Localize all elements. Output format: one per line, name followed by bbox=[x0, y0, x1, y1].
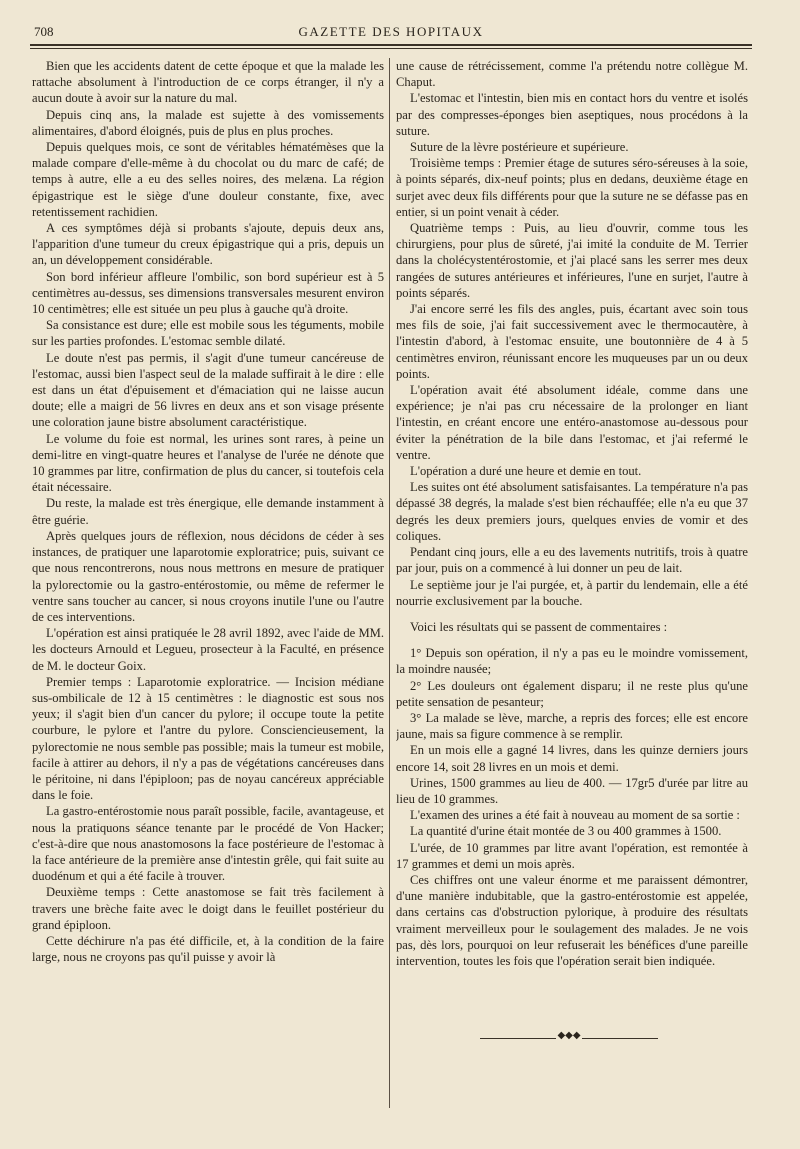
paragraph: J'ai encore serré les fils des angles, puis, écartant avec soin tous mes fils de soie, j'ai fait successivement avec le thermocautère, à l'intestin d'abord, à l'estomac ensuite, une boutonnière de 4 à 5 centimètres environ, réunissant encore les muqueuses par un ou deux points. bbox=[396, 302, 748, 381]
paragraph: Quatrième temps : Puis, au lieu d'ouvrir, comme tous les chirurgiens, pour plus de sûreté, j'ai imité la conduite de M. Terrier dans la cholécystentérostomie, et j'ai placé sans les serrer mes deux rangées de sutures antérieures et inférieures, l'une en surjet, l'autre à points séparés. bbox=[396, 221, 748, 300]
paragraph: L'opération est ainsi pratiquée le 28 avril 1892, avec l'aide de MM. les docteurs Arnould et Legueu, prosecteur à la Faculté, en présence de M. le docteur Goix. bbox=[32, 626, 384, 673]
paragraph: Les suites ont été absolument satisfaisantes. La température n'a pas dépassé 38 degrés, la malade s'est bien réchauffée; elle n'a eu que 37 degrés les deux premiers jours, quelques envies de vomir et des coliques. bbox=[396, 480, 748, 543]
paragraph: Son bord inférieur affleure l'ombilic, son bord supérieur est à 5 centimètres au-dessus, ses dimensions transversales mesurent environ 10 centimètres; elle est située un peu plus à gauche qu'à droite. bbox=[32, 269, 384, 317]
header-rule-thin bbox=[30, 48, 752, 49]
ornament-glyph: ◆◆◆ bbox=[557, 1030, 581, 1041]
paragraph: une cause de rétrécissement, comme l'a prétendu notre collègue M. Chaput. bbox=[396, 59, 748, 90]
left-column bbox=[32, 58, 384, 965]
paragraph: Pendant cinq jours, elle a eu des lavements nutritifs, trois à quatre par jour, puis on a commencé à lui donner un peu de lait. bbox=[396, 545, 748, 576]
paragraph: La gastro-entérostomie nous paraît possible, facile, avantageuse, et nous la pratiquons séance tenante par le procédé de Von Hacker; c'est-à-dire que nous anastomosons la face postérieure de l'estomac à la face antérieure de la première anse d'intestin grêle, qui fait suite au duodénum et qui a été facile à trouver. bbox=[32, 804, 384, 884]
paragraph: Deuxième temps : Cette anastomose se fait très facilement à travers une brèche faite avec le doigt dans le feuillet postérieur du grand épiploon. bbox=[32, 885, 384, 932]
running-title: GAZETTE DES HOPITAUX bbox=[298, 24, 484, 39]
paragraph: Premier temps : Laparotomie exploratrice. — Incision médiane sus-ombilicale de 12 à 15 centimètres : le diagnostic est sous nos yeux; il s'agit bien d'un cancer du pylore; il occupe toute la petite courbure, le pylore et l'antre du pylore. Consciencieusement, la pylorectomie ne nous semble pas possible; mais la tumeur est mobile, facile à attirer au dehors, il n'y a pas de végétations cancéreuses dans le péritoine, ni dans l'épiploon; pas de noyau cancéreux appréciable dans le foie. bbox=[32, 674, 384, 803]
page-header bbox=[30, 22, 752, 44]
paragraph: Urines, 1500 grammes au lieu de 400. — 17gr5 d'urée par litre au lieu de 10 grammes. bbox=[396, 775, 748, 806]
paragraph: Après quelques jours de réflexion, nous décidons de céder à ses instances, de pratiquer une laparotomie exploratrice; puis, suivant ce que nous rencontrerons, nous nous mettrons en mesure de pratiquer la pylorectomie ou la gastro-entérostomie, ou même de refermer le ventre sans toucher au cancer, si nous croyons inutile l'une ou l'autre de ces interventions. bbox=[32, 528, 384, 624]
paragraph: L'examen des urines a été fait à nouveau au moment de sa sortie : bbox=[410, 808, 740, 823]
paragraph: Suture de la lèvre postérieure et supérieure. bbox=[410, 140, 629, 155]
paragraph: Voici les résultats qui se passent de commentaires : bbox=[410, 619, 668, 634]
paragraph: Cette déchirure n'a pas été difficile, et, à la condition de la faire large, nous ne croyons pas qu'il puisse y avoir là bbox=[32, 933, 384, 965]
paragraph: Le volume du foie est normal, les urines sont rares, à peine un demi-litre en vingt-quatre heures et l'analyse de l'urée ne dénote que 10 grammes par litre, confirmation de plus du cancer, si toutefois cela était nécessaire. bbox=[32, 431, 384, 495]
paragraph: L'opération a duré une heure et demie en tout. bbox=[410, 464, 642, 479]
paragraph: Depuis cinq ans, la malade est sujette à des vomissements alimentaires, d'abord éloignés, puis de plus en plus proches. bbox=[32, 107, 384, 138]
list-item: 2° Les douleurs ont également disparu; il ne reste plus qu'une petite sensation de pesanteur; bbox=[396, 678, 748, 709]
paragraph: L'opération avait été absolument idéale, comme dans une expérience; je n'ai pas cru nécessaire de la prolonger en liant l'intestin, en créant encore une entéro-anastomose au-dessous pour éviter la pénétration de la bile dans l'estomac, et j'ai refermé le ventre. bbox=[396, 383, 748, 462]
paragraph: Du reste, la malade est très énergique, elle demande instamment à être guérie. bbox=[32, 496, 384, 527]
paragraph: Depuis quelques mois, ce sont de véritables hématémèses que la malade compare d'elle-même à du chocolat ou du marc de café; de temps à autre, elle a eu des selles noires, des melæna. La région épigastrique est le siège d'une douleur constante, fixe, avec retentissement rachidien. bbox=[32, 140, 384, 219]
column-divider bbox=[389, 58, 390, 1108]
paragraph: Le septième jour je l'ai purgée, et, à partir du lendemain, elle a été nourrie exclusivement par la bouche. bbox=[396, 577, 748, 608]
list-item: 3° La malade se lève, marche, a repris des forces; elle est encore jaune, mais sa figure commence à se remplir. bbox=[396, 710, 748, 742]
paragraph: Bien que les accidents datent de cette époque et que la malade les rattache absolument à l'introduction de ce corps étranger, il n'y a aucun doute à avoir sur la nature du mal. bbox=[32, 59, 384, 106]
list-item: 1° Depuis son opération, il n'y a pas eu le moindre vomissement, la moindre nausée; bbox=[396, 646, 748, 677]
paragraph: La quantité d'urine était montée de 3 ou 400 grammes à 1500. bbox=[410, 824, 722, 839]
paragraph: L'estomac et l'intestin, bien mis en contact hors du ventre et isolés par des compresses-éponges bien aseptiques, nous procédons à la suture. bbox=[396, 91, 748, 138]
page-number: 708 bbox=[34, 24, 54, 39]
paragraph: Le doute n'est pas permis, il s'agit d'une tumeur cancéreuse de l'estomac, aussi bien l'aspect seul de la malade suffirait à le dire : elle est dans un état d'épuisement et d'émaciation qui ne laisse aucun doute; elle a maigri de 56 livres en deux ans et son visage présente une coloration jaune bistre absolument caractéristique. bbox=[32, 350, 384, 430]
right-column bbox=[396, 58, 748, 969]
paragraph: Sa consistance est dure; elle est mobile sous les téguments, mobile sur les parties profondes. L'estomac semble dilaté. bbox=[32, 318, 384, 349]
paragraph: Ces chiffres ont une valeur énorme et me paraissent démontrer, d'une manière indubitable, que la gastro-entérostomie est appelée, dans certains cas d'obstruction pylorique, à produire des résultats vraiment merveilleux pour le soulagement des malades. Je ne vois pas, dès lors, pourquoi on leur refuserait les bénéfices d'une pareille intervention, toutes les fois que l'opération serait bien indiquée. bbox=[396, 872, 748, 968]
end-ornament bbox=[480, 1030, 660, 1044]
ornament-rule-left bbox=[480, 1038, 556, 1039]
paragraph: En un mois elle a gagné 14 livres, dans les quinze derniers jours encore 14, soit 28 livres en un mois et demi. bbox=[396, 743, 748, 774]
header-rule bbox=[30, 44, 752, 46]
paragraph: L'urée, de 10 grammes par litre avant l'opération, est remontée à 17 grammes et demi un mois après. bbox=[396, 840, 748, 871]
paragraph: Troisième temps : Premier étage de sutures séro-séreuses à la soie, à points séparés, dix-neuf points; plus en dedans, deuxième étage en surjet avec deux fils différents pour que la suture ne se défasse pas en entier, si un point venait à céder. bbox=[396, 156, 748, 219]
paragraph: A ces symptômes déjà si probants s'ajoute, depuis deux ans, l'apparition d'une tumeur du creux épigastrique qui a pris, depuis un an, un développement considérable. bbox=[32, 221, 384, 268]
ornament-rule-right bbox=[582, 1038, 658, 1039]
